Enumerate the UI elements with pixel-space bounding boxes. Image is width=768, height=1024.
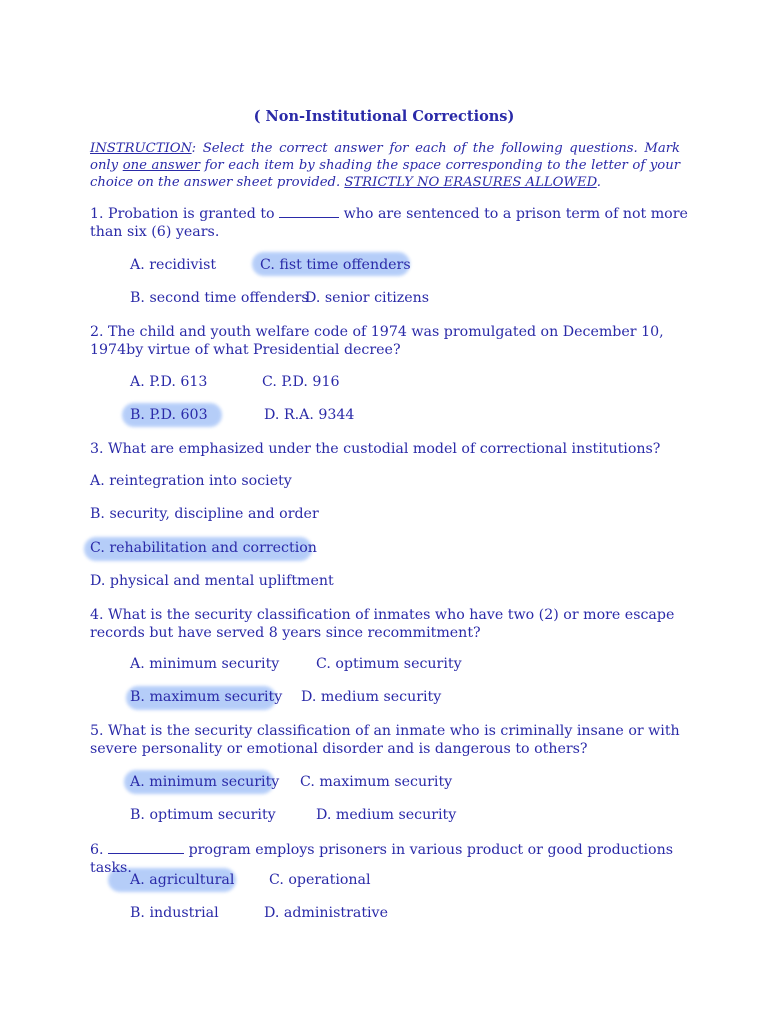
- q1-option-c[interactable]: C. fist time offenders: [260, 257, 411, 273]
- instruction-text-2: for each item by shading the space corresponding to the letter of your choice on the answer sheet provided.: [90, 158, 681, 190]
- instruction-label: INSTRUCTION: [90, 141, 192, 156]
- q4-option-a[interactable]: A. minimum security: [130, 656, 280, 672]
- question-4: 4. What is the security classification of inmates who have two (2) or more escape records but have served 8 years since recommitment?: [90, 607, 675, 641]
- q1-option-d[interactable]: D. senior citizens: [305, 290, 430, 306]
- q3-option-a[interactable]: A. reintegration into society: [90, 473, 292, 489]
- instruction-text-1: Select the correct answer for each of the following questions. Mark only: [90, 141, 680, 173]
- answer-blank: [279, 204, 339, 218]
- q6-option-c[interactable]: C. operational: [269, 872, 371, 888]
- q3-option-b[interactable]: B. security, discipline and order: [90, 506, 319, 522]
- q5-option-d[interactable]: D. medium security: [316, 807, 457, 823]
- question-3: 3. What are emphasized under the custodial model of correctional institutions?: [90, 441, 661, 457]
- q6-option-a[interactable]: A. agricultural: [130, 872, 235, 888]
- answer-blank: [108, 840, 184, 854]
- question-2: 2. The child and youth welfare code of 1974 was promulgated on December 10, 1974by virtue of what Presidential decree?: [90, 324, 664, 358]
- instruction-strict: STRICTLY NO ERASURES ALLOWED: [344, 175, 597, 190]
- q1-option-b[interactable]: B. second time offenders: [130, 290, 309, 306]
- instruction-paragraph: INSTRUCTION: Select the correct answer for each of the following questions. Mark only one answer for each item by shading the space corresponding to the letter of your choice on the answer sheet provided. STRICTLY NO ERASURES ALLOWED.: [90, 141, 681, 190]
- q6-option-d[interactable]: D. administrative: [264, 905, 388, 921]
- q4-option-d[interactable]: D. medium security: [301, 689, 442, 705]
- q4-option-b[interactable]: B. maximum security: [130, 689, 283, 705]
- q1-option-a[interactable]: A. recidivist: [130, 257, 217, 273]
- q3-option-d[interactable]: D. physical and mental upliftment: [90, 573, 334, 589]
- q4-option-c[interactable]: C. optimum security: [316, 656, 462, 672]
- q2-option-a[interactable]: A. P.D. 613: [130, 374, 208, 390]
- page-title: ( Non-Institutional Corrections): [253, 108, 515, 125]
- q5-option-b[interactable]: B. optimum security: [130, 807, 276, 823]
- q6-option-b[interactable]: B. industrial: [130, 905, 219, 921]
- q2-option-d[interactable]: D. R.A. 9344: [264, 407, 355, 423]
- q5-option-a[interactable]: A. minimum security: [130, 774, 280, 790]
- q5-option-c[interactable]: C. maximum security: [300, 774, 453, 790]
- q2-option-b[interactable]: B. P.D. 603: [130, 407, 208, 423]
- q2-option-c[interactable]: C. P.D. 916: [262, 374, 340, 390]
- question-5: 5. What is the security classification of an inmate who is criminally insane or with severe personality or emotional disorder and is dangerous to others?: [90, 723, 680, 757]
- instruction-one-answer: one answer: [122, 158, 201, 173]
- question-1: 1. Probation is granted to who are sentenced to a prison term of not more than six (6) years.: [90, 206, 688, 240]
- question-6: 6. program employs prisoners in various product or good productions tasks.: [90, 842, 673, 876]
- q3-option-c[interactable]: C. rehabilitation and correction: [90, 540, 317, 556]
